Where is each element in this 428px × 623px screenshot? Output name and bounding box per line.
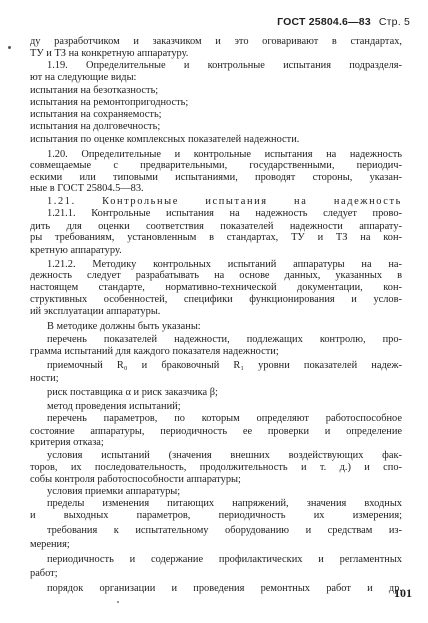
page-label: Стр. 5 [378,16,410,28]
list-item: приемочный R₀ и браковочный R₁ уровни показателей надеж- [47,360,402,372]
list-item: периодичность и содержание профилактических и регламентных [47,553,402,565]
text-line: 1.19. Определительные и контрольные испытания подразделя- [47,60,402,71]
list-item: условия приемки аппаратуры; [47,486,181,497]
text-line: дежность следует разрабатывать на основе данных, указанных в [30,270,402,282]
list-item: пределы изменения питающих напряжений, значения входных [47,498,402,510]
text-line: ные в ГОСТ 25804.5—83. [30,183,144,195]
list-item: испытания по оценке комплексных показателей надежности. [30,133,300,145]
text-line: 1.21.2. Методику контрольных испытаний аппаратуры на на- [47,258,402,270]
text-line: 1.21.1. Контрольные испытания на надежность следует прово- [47,208,402,220]
text-line: состояние аппаратуры, периодичность ее проверки и определение [30,425,402,437]
text-line: грамма испытаний для каждого показателя надежности; [30,346,279,358]
text-line: настоящем стандарте, нормативно-технической документации, кон- [30,281,402,293]
section-heading: 1.21. Контрольные испытания на надежность [47,195,402,207]
text-line: ют на следующие виды: [30,72,137,84]
page-number: 101 [394,586,412,600]
margin-mark [8,46,11,49]
text-line: и выходных параметров, периодичность их измерения; [30,510,402,521]
list-item: испытания на безотказность; [30,84,159,96]
text-line: 1.20. Определительные и контрольные испытания на надежность [47,148,402,160]
list-item: перечень показателей надежности, подлежащих контролю, про- [47,333,402,345]
list-item: требования к испытательному оборудованию и средствам из- [47,524,402,536]
text-line: критерия отказа; [30,437,104,449]
list-item: испытания на долговечность; [30,121,161,133]
text-line: мерения; [30,539,70,550]
text-line: ТУ и ТЗ на конкретную аппаратуру. [30,47,189,59]
text-line: торов, их последовательность, продолжительность и т. д.) и спо- [30,462,402,473]
list-item: риск поставщика α и риск заказчика β; [47,386,218,398]
text-line: структивных особенностей, специфики функционирования и услов- [30,294,402,306]
list-item: испытания на ремонтопригодность; [30,97,189,109]
text-line: ности; [30,372,59,384]
list-item: перечень параметров, по которым определяют работоспособное [47,413,402,425]
scan-speck [117,601,119,603]
text-line: ескими или типовыми испытаниями, проводят стороны, указан- [30,171,402,183]
list-item: метод проведения испытаний; [47,400,181,412]
list-item: порядок организации и проведения ремонтных работ и др. [47,582,402,594]
list-item: испытания на сохраняемость; [30,108,162,120]
standard-number: ГОСТ 25804.6—83 [277,16,371,28]
text-line: работ; [30,568,58,579]
text-line: ий эксплуатации аппаратуры. [30,305,161,317]
text-line: ду разработчиком и заказчиком и это оговаривают в стандартах, [30,36,402,47]
text-line: совмещаемые с предварительными, государственными, периодич- [30,160,402,172]
list-item: условия испытаний (значения внешних воздействующих фак- [47,450,402,462]
text-line: собы контроля работоспособности аппаратуры; [30,473,241,485]
text-line: кретную аппаратуру. [30,244,122,256]
text-line: дить для оценки соответствия показателей надежности аппарату- [30,220,402,232]
page-header [277,16,410,28]
text-line: В методике должны быть указаны: [47,320,201,332]
text-line: ры требованиям, установленным в стандартах, ТУ и ТЗ на кон- [30,232,402,244]
